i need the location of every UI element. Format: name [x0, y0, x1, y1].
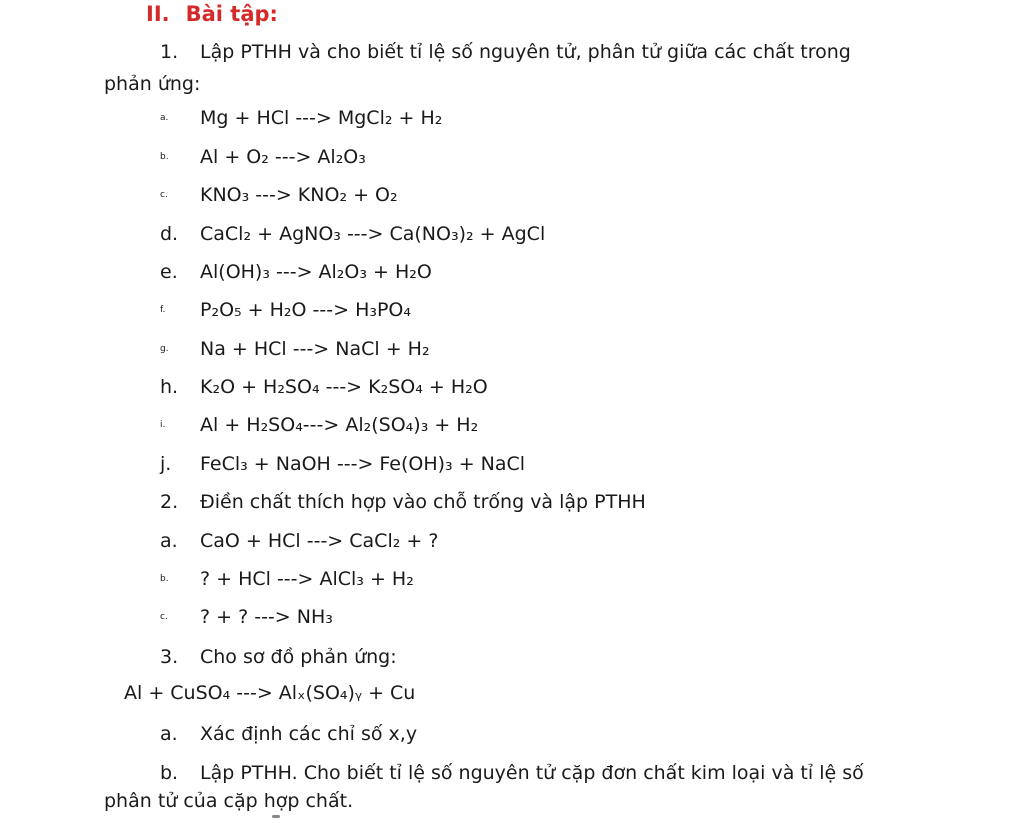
q3-item-b-line1	[160, 760, 864, 786]
item-marker: i.	[160, 420, 166, 430]
item-marker: c.	[160, 612, 168, 622]
q3-line	[160, 644, 397, 670]
q1-item-d	[160, 221, 545, 247]
item-marker: j.	[160, 453, 172, 475]
item-marker: d.	[160, 223, 179, 245]
q3-text: Cho sơ đồ phản ứng:	[200, 646, 397, 668]
q3-scheme: Al + CuSO₄ ---> Alₓ(SO₄)ᵧ + Cu	[124, 682, 416, 704]
equation: Al + H₂SO₄---> Al₂(SO₄)₃ + H₂	[200, 414, 479, 436]
q3-item-a	[160, 721, 417, 747]
q1-item-a	[160, 105, 442, 131]
section-heading	[146, 2, 278, 26]
item-marker: f.	[160, 305, 166, 315]
q1-item-b	[160, 144, 366, 170]
item-marker: g.	[160, 344, 169, 354]
equation: ? + HCl ---> AlCl₃ + H₂	[200, 568, 414, 590]
q1-item-c	[160, 182, 398, 208]
section-title: Bài tập:	[185, 2, 278, 26]
equation: Mg + HCl ---> MgCl₂ + H₂	[200, 107, 443, 129]
equation: Al(OH)₃ ---> Al₂O₃ + H₂O	[200, 261, 432, 283]
item-marker: b.	[160, 762, 179, 784]
q2-line	[160, 489, 646, 515]
item-marker: e.	[160, 261, 178, 283]
equation: Al + O₂ ---> Al₂O₃	[200, 146, 366, 168]
q1-item-g	[160, 336, 430, 362]
item-marker: h.	[160, 376, 179, 398]
item-marker: b.	[160, 574, 169, 584]
q2-number: 2.	[160, 491, 179, 513]
item-text: Xác định các chỉ số x,y	[200, 723, 418, 745]
q1-number: 1.	[160, 41, 179, 63]
equation: CaCl₂ + AgNO₃ ---> Ca(NO₃)₂ + AgCl	[200, 223, 546, 245]
item-marker: a.	[160, 113, 169, 123]
q2-item-b	[160, 566, 414, 592]
item-marker: b.	[160, 152, 169, 162]
equation: P₂O₅ + H₂O ---> H₃PO₄	[200, 299, 412, 321]
q1-item-j	[160, 451, 525, 477]
equation: K₂O + H₂SO₄ ---> K₂SO₄ + H₂O	[200, 376, 488, 398]
q2-item-a	[160, 528, 438, 554]
equation: Na + HCl ---> NaCl + H₂	[200, 338, 430, 360]
equation: CaO + HCl ---> CaCl₂ + ?	[200, 530, 439, 552]
q3-item-b-line2: phân tử của cặp hợp chất.	[104, 790, 354, 812]
item-marker: c.	[160, 190, 168, 200]
q1-text: Lập PTHH và cho biết tỉ lệ số nguyên tử, phân tử giữa các chất trong	[200, 41, 851, 63]
q2-item-c	[160, 604, 333, 630]
q1-line1	[160, 39, 851, 65]
q1-item-f	[160, 297, 411, 323]
equation: ? + ? ---> NH₃	[200, 606, 333, 628]
q1-item-i	[160, 412, 478, 438]
item-marker: a.	[160, 723, 178, 745]
item-text: Lập PTHH. Cho biết tỉ lệ số nguyên tử cặp đơn chất kim loại và tỉ lệ số	[200, 762, 864, 784]
scan-mark	[272, 815, 280, 818]
item-marker: a.	[160, 530, 178, 552]
section-number: II.	[146, 2, 170, 26]
q1-item-h	[160, 374, 488, 400]
equation: FeCl₃ + NaOH ---> Fe(OH)₃ + NaCl	[200, 453, 526, 475]
q1-item-e	[160, 259, 432, 285]
q2-text: Điền chất thích hợp vào chỗ trống và lập PTHH	[200, 491, 646, 513]
q3-number: 3.	[160, 646, 179, 668]
q1-line2: phản ứng:	[104, 73, 201, 95]
equation: KNO₃ ---> KNO₂ + O₂	[200, 184, 398, 206]
